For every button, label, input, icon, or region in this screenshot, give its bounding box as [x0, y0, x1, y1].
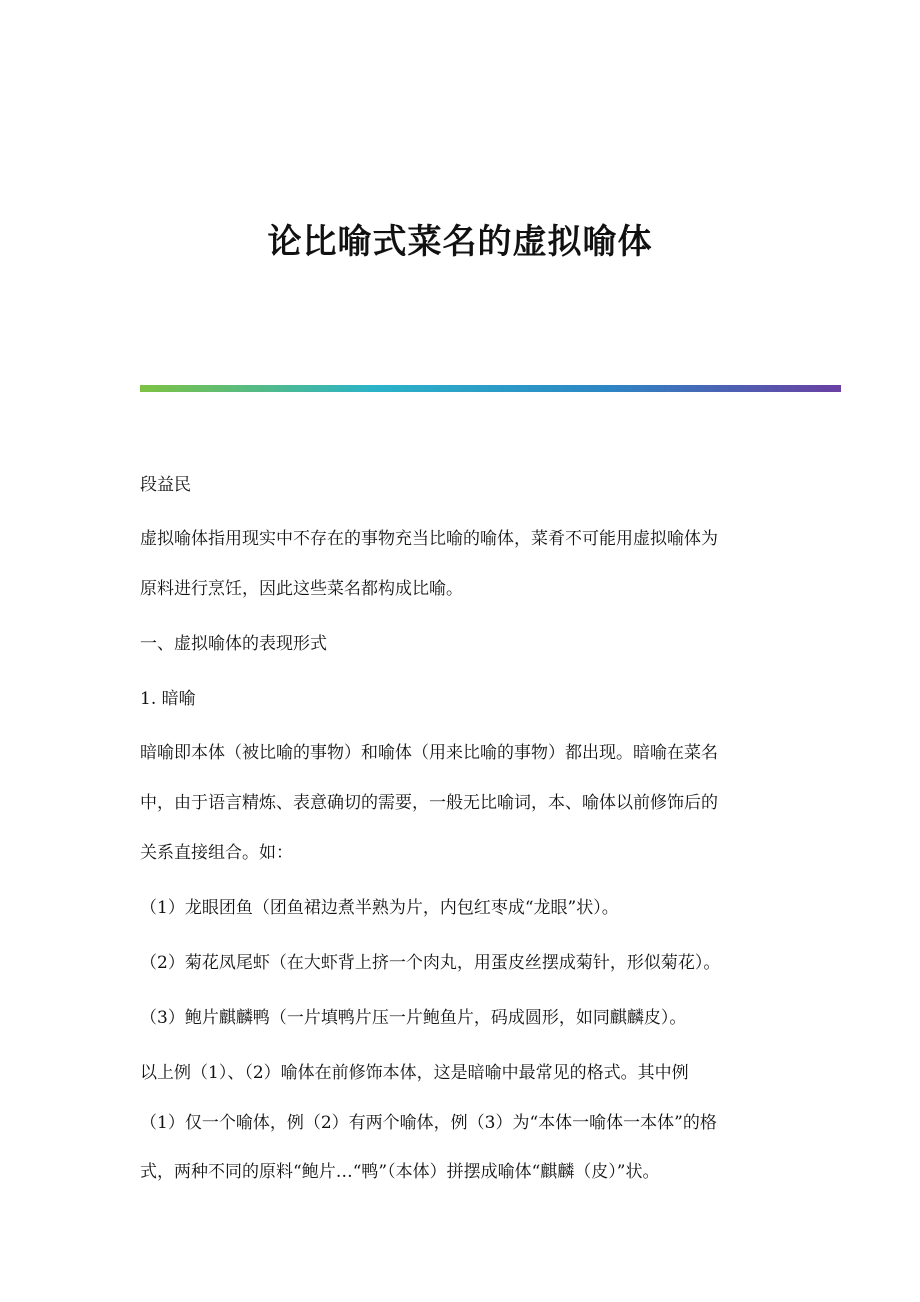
- body-line: 暗喻即本体（被比喻的事物）和喻体（用来比喻的事物）都出现。暗喻在菜名: [140, 743, 718, 763]
- body-line: 以上例（1）、（2）喻体在前修饰本体，这是暗喻中最常见的格式。其中例: [140, 1063, 689, 1083]
- example-item: （2）菊花凤尾虾（在大虾背上挤一个肉丸，用蛋皮丝摆成菊针，形似菊花）。: [140, 953, 721, 973]
- example-item: （1）龙眼团鱼（团鱼裙边煮半熟为片，内包红枣成“龙眼”状）。: [140, 898, 619, 918]
- document-title: 论比喻式菜名的虚拟喻体: [267, 222, 653, 262]
- subsection-heading: 1. 暗喻: [140, 689, 196, 709]
- body-line: 虚拟喻体指用现实中不存在的事物充当比喻的喻体，菜肴不可能用虚拟喻体为: [140, 529, 718, 549]
- example-item: （3）鲍片麒麟鸭（一片填鸭片压一片鲍鱼片，码成圆形，如同麒麟皮）。: [140, 1008, 687, 1028]
- body-line: 关系直接组合。如：: [140, 843, 293, 863]
- title-divider: [140, 385, 841, 392]
- section-heading: 一、虚拟喻体的表现形式: [140, 634, 327, 654]
- body-line: 原料进行烹饪，因此这些菜名都构成比喻。: [140, 579, 463, 599]
- author-name: 段益民: [140, 475, 191, 495]
- body-line: 式，两种不同的原料“鲍片…“鸭”（本体）拼摆成喻体“麒麟（皮）”状。: [140, 1162, 660, 1182]
- body-line: （1）仅一个喻体，例（2）有两个喻体，例（3）为“本体一喻体一本体”的格: [140, 1113, 717, 1133]
- body-line: 中，由于语言精炼、表意确切的需要，一般无比喻词，本、喻体以前修饰后的: [140, 793, 718, 813]
